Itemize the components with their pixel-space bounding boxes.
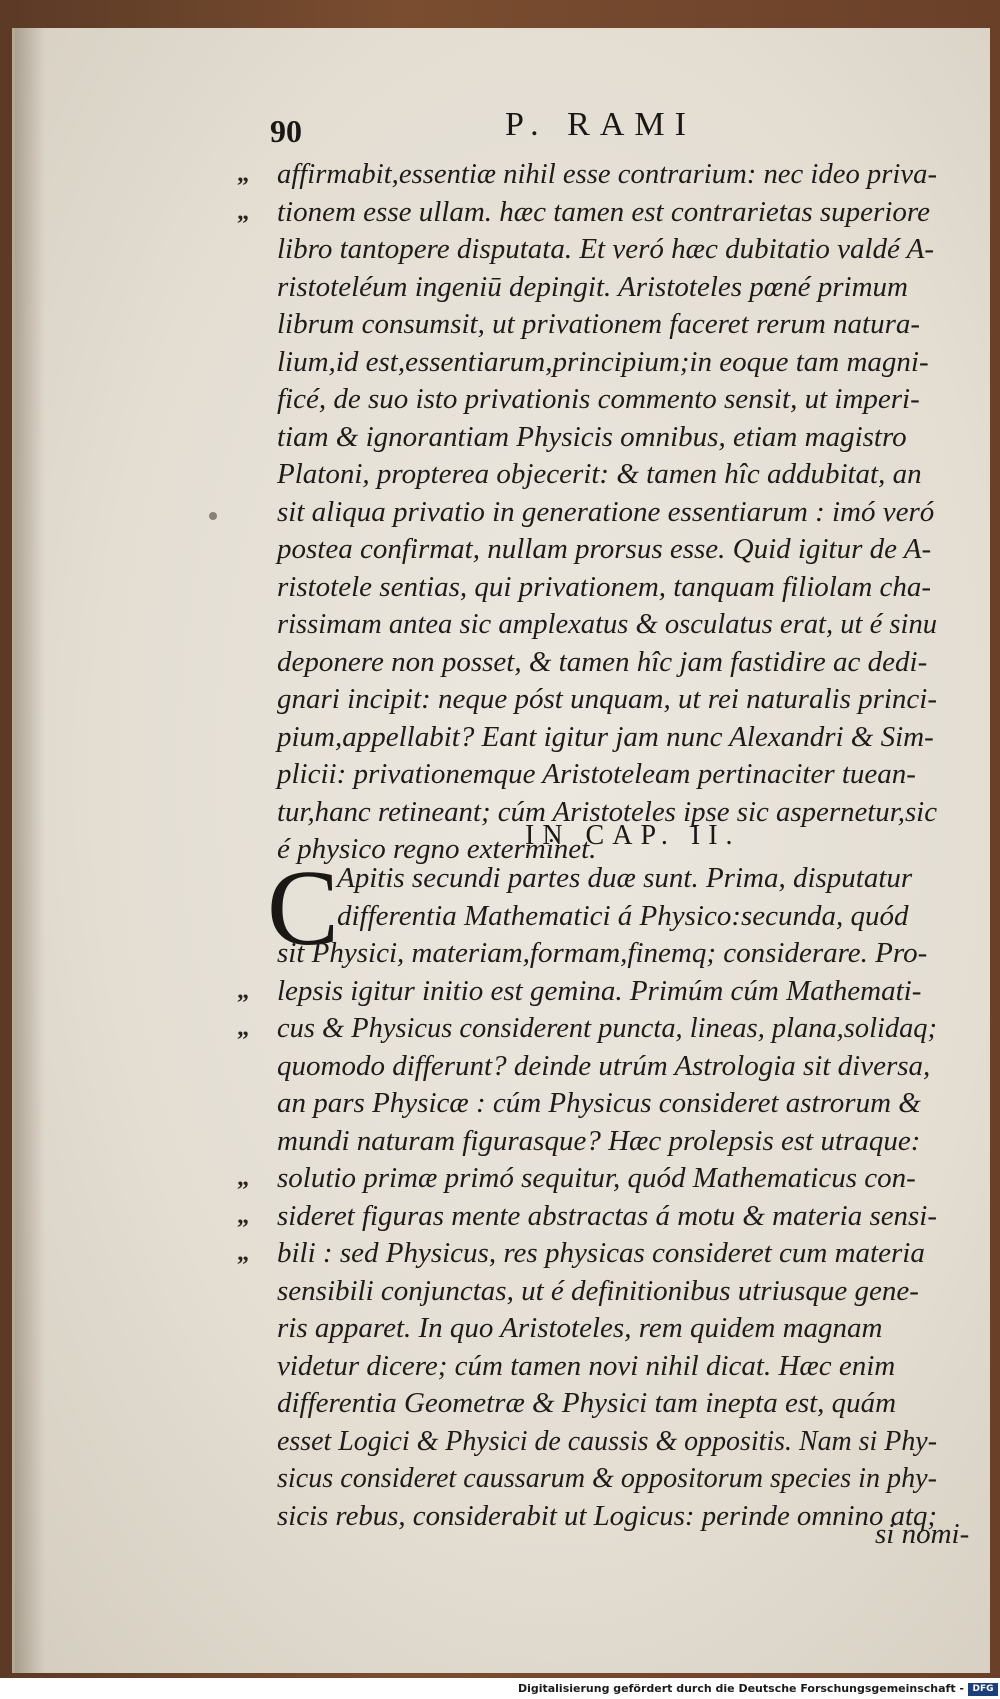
- line-text: an pars Physicæ : cúm Physicus consideret astrorum &: [277, 1087, 921, 1119]
- line-text: tionem esse ullam. hæc tamen est contrarietas superiore: [277, 195, 930, 228]
- line-text: ristotele sentias, qui privationem, tanquam filiolam cha-: [277, 570, 932, 603]
- line-text: tur,hanc retineant; cúm Aristoteles ipse sic aspernetur,sic: [277, 795, 937, 828]
- line-text: sideret figuras mente abstractas á motu & materia sensi-: [277, 1199, 937, 1232]
- line-text: rissimam antea sic amplexatus & osculatus erat, ut é sinu: [277, 608, 937, 640]
- footer-bar: [0, 1681, 1000, 1699]
- book-page: [12, 28, 990, 1673]
- text-line: [277, 344, 937, 382]
- text-line: [277, 860, 937, 898]
- text-line: [277, 1460, 937, 1498]
- line-text: deponere non posset, & tamen hîc jam fastidire ac dedi-: [277, 645, 928, 678]
- quote-marker: „: [237, 1240, 249, 1266]
- text-block-1: [237, 156, 937, 869]
- line-text: sicis rebus, considerabit ut Logicus: perinde omnino atq;: [277, 1499, 937, 1532]
- line-text: gnari incipit: neque póst unquam, ut rei naturalis princi-: [277, 683, 937, 715]
- line-text: affirmabit,essentiæ nihil esse contrarium: nec ideo priva-: [277, 158, 937, 190]
- line-text: libro tantopere disputata. Et veró hæc dubitatio valdé A-: [277, 233, 934, 265]
- text-line: [277, 231, 937, 269]
- text-line: [277, 306, 937, 344]
- line-text: ficé, de suo isto privationis commento sensit, ut imperi-: [277, 383, 920, 415]
- text-line: [277, 681, 937, 719]
- line-text: Apitis secundi partes duæ sunt. Prima, disputatur: [337, 862, 913, 894]
- running-title: P. RAMI: [505, 106, 696, 143]
- line-text: differentia Geometræ & Physici tam inepta est, quám: [277, 1387, 897, 1419]
- text-line: [277, 569, 937, 607]
- text-line: [277, 1085, 937, 1123]
- line-text: solutio primæ primó sequitur, quód Mathematicus con-: [277, 1162, 916, 1194]
- quote-marker: „: [237, 977, 249, 1004]
- line-text: tiam & ignorantiam Physicis omnibus, etiam magistro: [277, 420, 907, 453]
- quote-marker: „: [237, 198, 249, 225]
- line-text: quomodo differunt? deinde utrúm Astrologia sit diversa,: [277, 1049, 931, 1082]
- text-line: [277, 1310, 937, 1348]
- text-line: [237, 156, 937, 194]
- quote-marker: „: [237, 1202, 249, 1229]
- text-line: [277, 606, 937, 644]
- line-text: videtur dicere; cúm tamen novi nihil dicat. Hæc enim: [277, 1349, 896, 1382]
- text-line: [277, 756, 937, 794]
- dfg-logo-icon: DFG: [968, 1683, 998, 1696]
- text-line: [277, 898, 937, 936]
- line-text: pium,appellabit? Eant igitur jam nunc Alexandri & Sim-: [277, 720, 934, 753]
- text-line: [237, 194, 937, 232]
- line-text: sit Physici, materiam,formam,finemq; considerare. Pro-: [277, 937, 928, 969]
- text-line: [277, 1423, 937, 1461]
- text-line: [277, 531, 937, 569]
- line-text: ris apparet. In quo Aristoteles, rem quidem magnam: [277, 1312, 883, 1344]
- drop-capital: C: [267, 849, 340, 968]
- text-line: [277, 1123, 937, 1161]
- text-line: [277, 1273, 937, 1311]
- section-heading: IN CAP. II.: [525, 820, 741, 851]
- line-text: esset Logici & Physici de caussis & oppositis. Nam si Phy-: [277, 1424, 937, 1457]
- line-text: mundi naturam figurasque? Hæc prolepsis est utraque:: [277, 1124, 921, 1157]
- line-text: sicus consideret caussarum & oppositorum species in phy-: [277, 1462, 937, 1494]
- line-text: ristoteléum ingeniū depingit. Aristoteles pœné primum: [277, 270, 908, 303]
- text-line: [277, 494, 937, 532]
- text-line: [237, 1235, 937, 1273]
- ink-smudge: [209, 512, 217, 520]
- text-line: [237, 1198, 937, 1236]
- text-line: [277, 935, 937, 973]
- text-line: [277, 1048, 937, 1086]
- line-text: sit aliqua privatio in generatione essentiarum : imó veró: [277, 495, 935, 528]
- text-line: [277, 1385, 937, 1423]
- line-text: lepsis igitur initio est gemina. Primúm cúm Mathemati-: [277, 974, 922, 1007]
- line-text: Platoni, propterea objecerit: & tamen hîc addubitat, an: [277, 458, 922, 490]
- text-line: [277, 1348, 937, 1386]
- text-line: [277, 1498, 937, 1536]
- text-line: [277, 644, 937, 682]
- page-number: 90: [270, 113, 302, 149]
- quote-marker: „: [237, 1165, 249, 1191]
- line-text: cus & Physicus considerent puncta, lineas, plana,solidaq;: [277, 1012, 937, 1044]
- line-text: lium,id est,essentiarum,principium;in eoque tam magni-: [277, 345, 929, 378]
- text-line: [237, 1010, 937, 1048]
- digitization-credit: Digitalisierung gefördert durch die Deutsche Forschungsgemeinschaft -: [517, 1682, 964, 1695]
- text-line: [237, 1160, 937, 1198]
- line-text: sensibili conjunctas, ut é definitionibus utriusque gene-: [277, 1274, 919, 1307]
- text-line: [277, 419, 937, 457]
- line-text: librum consumsit, ut privationem faceret rerum natura-: [277, 308, 921, 340]
- quote-marker: „: [237, 1015, 249, 1041]
- line-text: bili : sed Physicus, res physicas consideret cum materia: [277, 1237, 925, 1269]
- line-text: postea confirmat, nullam prorsus esse. Quid igitur de A-: [277, 533, 932, 565]
- line-text: é physico regno exterminet.: [277, 833, 597, 865]
- text-line: [277, 719, 937, 757]
- quote-marker: „: [237, 161, 249, 187]
- text-line: [277, 269, 937, 307]
- page-content: [15, 28, 990, 1673]
- text-line: [237, 973, 937, 1011]
- catchword: si nomi-: [875, 1518, 970, 1550]
- text-line: [277, 456, 937, 494]
- line-text: plicii: privationemque Aristoteleam pertinaciter tuean-: [277, 758, 916, 790]
- text-line: [277, 381, 937, 419]
- line-text: differentia Mathematici á Physico:secunda, quód: [337, 899, 909, 932]
